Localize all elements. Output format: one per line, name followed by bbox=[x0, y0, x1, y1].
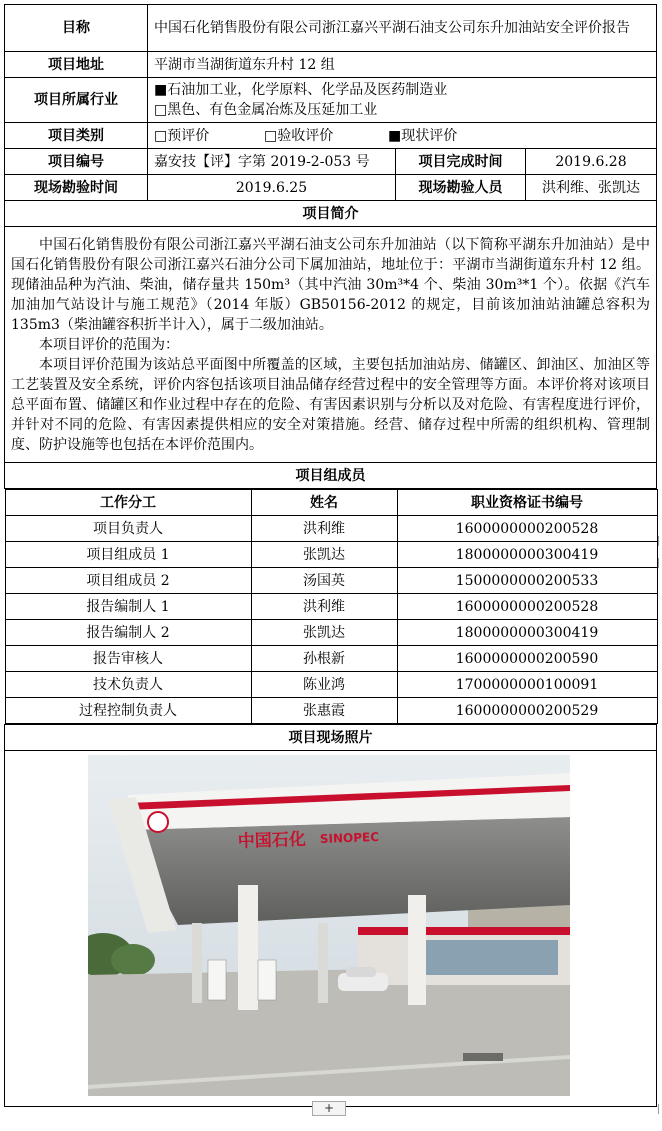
member-cert: 1800000000300419 bbox=[397, 542, 657, 568]
row-category bbox=[5, 123, 657, 149]
intro-heading: 项目简介 bbox=[5, 201, 657, 227]
survey-time-value: 2019.6.25 bbox=[148, 175, 396, 201]
row-address bbox=[5, 52, 657, 78]
page-edge-marker bbox=[658, 536, 662, 546]
row-title bbox=[5, 5, 657, 52]
number-value: 嘉安技【评】字第 2019-2-053 号 bbox=[148, 149, 396, 175]
intro-body bbox=[5, 227, 657, 463]
member-name: 陈业鸿 bbox=[251, 672, 397, 698]
member-name: 张凯达 bbox=[251, 620, 397, 646]
member-cert: 1800000000300419 bbox=[397, 620, 657, 646]
address-label: 项目地址 bbox=[5, 52, 148, 78]
member-role: 技术负责人 bbox=[5, 672, 251, 698]
member-role: 报告编制人 1 bbox=[5, 594, 251, 620]
survey-staff-value: 洪利维、张凯达 bbox=[526, 175, 657, 201]
member-name: 汤国英 bbox=[251, 568, 397, 594]
member-role: 报告编制人 2 bbox=[5, 620, 251, 646]
fuel-dispenser bbox=[208, 960, 226, 1000]
members-body bbox=[5, 516, 657, 724]
member-name: 张凯达 bbox=[251, 542, 397, 568]
row-industry bbox=[5, 78, 657, 123]
member-name: 洪利维 bbox=[251, 516, 397, 542]
member-row bbox=[5, 516, 657, 542]
page-edge-marker bbox=[658, 558, 662, 568]
member-role: 过程控制负责人 bbox=[5, 698, 251, 724]
member-role: 项目组成员 2 bbox=[5, 568, 251, 594]
member-row bbox=[5, 698, 657, 724]
member-role: 项目负责人 bbox=[5, 516, 251, 542]
member-role: 项目组成员 1 bbox=[5, 542, 251, 568]
row-survey bbox=[5, 175, 657, 201]
industry-label: 项目所属行业 bbox=[5, 78, 148, 123]
member-name: 孙根新 bbox=[251, 646, 397, 672]
category-label: 项目类别 bbox=[5, 123, 148, 149]
canopy-pillar bbox=[238, 885, 258, 1010]
intro-paragraph: 中国石化销售股份有限公司浙江嘉兴平湖石油支公司东升加油站（以下简称平湖东升加油站）是中国石化销售股份有限公司浙江嘉兴石油分公司下属加油站，地址位于：平湖市当湖街道东升村 12 组。现储油品种为汽油、柴油，储存量共 150m³（其中汽油 30m³*4 个、柴油 30m³*1 个）。依据《汽车加油加气站设计与施工规范》（2014 年版）GB50156-2012 的规定，目前该加油站油罐总容积为 135m3（柴油罐容积折半计入），属于二级加油站。 bbox=[11, 236, 650, 333]
row-members-heading bbox=[5, 463, 657, 489]
industry-options bbox=[148, 78, 657, 123]
member-row bbox=[5, 672, 657, 698]
members-header-row bbox=[5, 490, 657, 516]
sinopec-logo-icon bbox=[148, 812, 168, 832]
info-table bbox=[4, 4, 657, 1107]
address-value: 平湖市当湖街道东升村 12 组 bbox=[148, 52, 657, 78]
fuel-dispenser bbox=[258, 960, 276, 1000]
photo-cell bbox=[5, 751, 657, 1107]
page-edge-marker bbox=[658, 1104, 662, 1114]
member-name: 洪利维 bbox=[251, 594, 397, 620]
row-intro-heading bbox=[5, 201, 657, 227]
member-cert: 1600000000200528 bbox=[397, 594, 657, 620]
report-page bbox=[4, 4, 656, 1096]
row-photo-heading bbox=[5, 725, 657, 751]
title-value: 中国石化销售股份有限公司浙江嘉兴平湖石油支公司东升加油站安全评价报告 bbox=[148, 5, 657, 52]
finish-value: 2019.6.28 bbox=[526, 149, 657, 175]
checkbox-checked-icon: ■ bbox=[388, 127, 402, 144]
industry-option[interactable]: □黑色、有色金属冶炼及压延加工业 bbox=[154, 102, 378, 118]
member-row bbox=[5, 542, 657, 568]
member-row bbox=[5, 594, 657, 620]
checkbox-empty-icon: □ bbox=[154, 127, 168, 144]
finish-label: 项目完成时间 bbox=[396, 149, 526, 175]
member-cert: 1600000000200590 bbox=[397, 646, 657, 672]
member-row bbox=[5, 568, 657, 594]
member-cert: 1700000000100091 bbox=[397, 672, 657, 698]
column-header: 职业资格证书编号 bbox=[397, 490, 657, 516]
intro-scope-paragraph: 本项目评价范围为该站总平面图中所覆盖的区域，主要包括加油站房、储罐区、卸油区、加油区等工艺装置及安全系统，评价内容包括该项目油品储存经营过程中的安全管理等方面。本评价将对该项目总平面布置、储罐区和作业过程中存在的危险、有害因素识别与分析以及对危险、有害程度进行评价，并针对不同的危险、有害因素提供相应的安全对策措施。经营、储存过程中所需的组织机构、管理制度、防护设施等也包括在本评价范围内。 bbox=[11, 356, 650, 453]
photo-heading: 项目现场照片 bbox=[5, 725, 657, 751]
members-table bbox=[5, 489, 658, 724]
number-label: 项目编号 bbox=[5, 149, 148, 175]
row-photo bbox=[5, 751, 657, 1107]
category-option[interactable]: □预评价 bbox=[154, 127, 210, 144]
row-members-table bbox=[5, 489, 657, 725]
checkbox-empty-icon: □ bbox=[154, 102, 168, 118]
category-options bbox=[148, 123, 657, 149]
member-row bbox=[5, 646, 657, 672]
survey-staff-label: 现场勘验人员 bbox=[396, 175, 526, 201]
add-button[interactable]: + bbox=[312, 1101, 346, 1116]
members-heading: 项目组成员 bbox=[5, 463, 657, 489]
member-cert: 1500000000200533 bbox=[397, 568, 657, 594]
drain-grate bbox=[463, 1053, 503, 1061]
member-role: 报告审核人 bbox=[5, 646, 251, 672]
checkbox-empty-icon: □ bbox=[264, 127, 278, 144]
category-option[interactable]: ■现状评价 bbox=[388, 127, 458, 144]
member-cert: 1600000000200528 bbox=[397, 516, 657, 542]
canopy-pillar bbox=[408, 895, 426, 1005]
member-row bbox=[5, 620, 657, 646]
column-header: 姓名 bbox=[251, 490, 397, 516]
brand-cn-text: 中国石化 bbox=[237, 829, 307, 852]
row-intro-body bbox=[5, 227, 657, 463]
industry-option[interactable]: ■石油加工业，化学原料、化学品及医药制造业 bbox=[154, 82, 448, 98]
column-header: 工作分工 bbox=[5, 490, 251, 516]
survey-time-label: 现场勘验时间 bbox=[5, 175, 148, 201]
category-option[interactable]: □验收评价 bbox=[264, 127, 334, 144]
checkbox-checked-icon: ■ bbox=[154, 82, 168, 98]
brand-en-text: SINOPEC bbox=[319, 829, 380, 846]
intro-scope-label: 本项目评价的范围为： bbox=[39, 336, 179, 353]
member-name: 张惠霞 bbox=[251, 698, 397, 724]
site-photo-illustration bbox=[88, 755, 570, 1096]
title-label: 目称 bbox=[5, 5, 148, 52]
member-cert: 1600000000200529 bbox=[397, 698, 657, 724]
site-photo bbox=[88, 755, 570, 1096]
row-number bbox=[5, 149, 657, 175]
